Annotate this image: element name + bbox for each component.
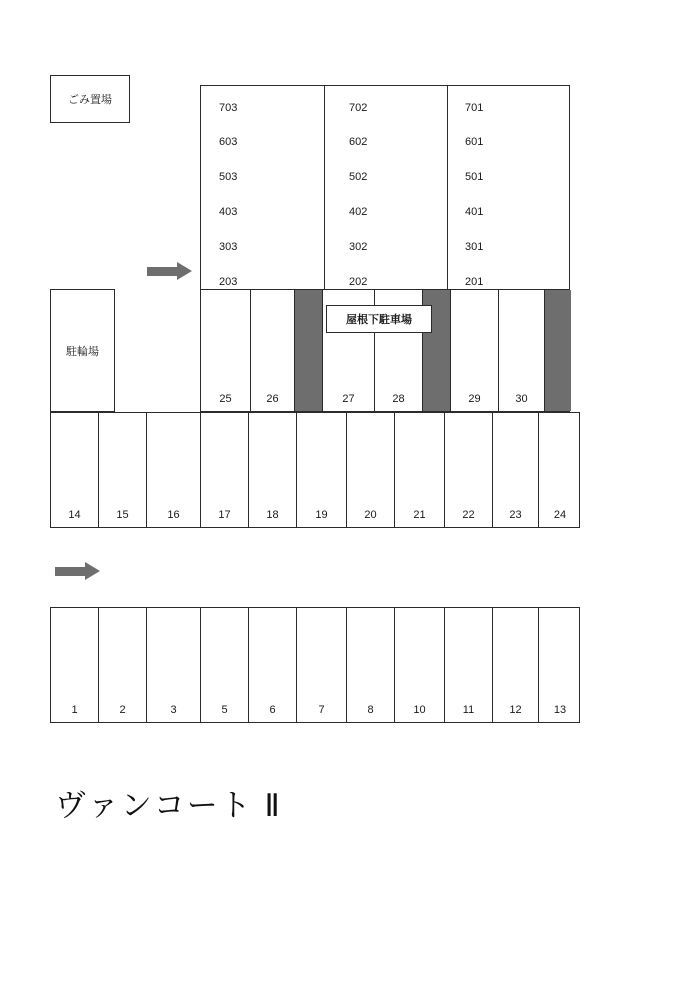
stall-number: 12 <box>509 704 522 716</box>
entry-arrow-upper-icon <box>147 262 194 280</box>
parking-stall[interactable] <box>347 608 395 722</box>
parking-stall[interactable] <box>201 413 249 527</box>
parking-stall[interactable] <box>297 608 347 722</box>
room-label: 303 <box>219 241 238 253</box>
parking-stall[interactable] <box>539 608 581 722</box>
stall-number: 13 <box>553 704 567 716</box>
stall-number: 1 <box>71 704 78 716</box>
parking-pillar <box>295 290 323 411</box>
stall-number: 18 <box>266 509 279 521</box>
stall-number: 16 <box>167 509 180 521</box>
room-label: 302 <box>349 241 368 253</box>
parking-stall[interactable] <box>493 413 539 527</box>
parking-stall[interactable] <box>147 608 201 722</box>
parking-stall[interactable] <box>147 413 201 527</box>
stall-number: 6 <box>269 704 276 716</box>
room-label: 202 <box>349 276 368 288</box>
stall-number: 20 <box>364 509 377 521</box>
parking-stall[interactable] <box>201 608 249 722</box>
parking-stall[interactable] <box>445 413 493 527</box>
stall-number: 29 <box>468 393 481 405</box>
bicycle-parking-label: 駐輪場 <box>66 345 99 358</box>
parking-stall[interactable] <box>251 290 295 411</box>
bicycle-parking-box <box>50 289 115 412</box>
building-divider-1 <box>324 86 325 289</box>
stall-number: 21 <box>413 509 426 521</box>
stall-number: 10 <box>413 704 426 716</box>
covered-parking-label: 屋根下駐車場 <box>326 305 432 333</box>
parking-stall[interactable] <box>51 413 99 527</box>
parking-stall[interactable] <box>249 413 297 527</box>
stall-number: 15 <box>116 509 129 521</box>
room-label: 501 <box>465 171 484 183</box>
room-label: 601 <box>465 136 484 148</box>
trash-area-box <box>50 75 130 123</box>
room-label: 602 <box>349 136 368 148</box>
room-label: 701 <box>465 102 484 114</box>
parking-stall[interactable] <box>201 290 251 411</box>
stall-number: 27 <box>342 393 355 405</box>
room-label: 403 <box>219 206 238 218</box>
covered-parking-block <box>200 289 570 412</box>
parking-stall[interactable] <box>99 608 147 722</box>
room-label: 201 <box>465 276 484 288</box>
parking-stall[interactable] <box>445 608 493 722</box>
stall-number: 17 <box>218 509 231 521</box>
stall-number: 7 <box>318 704 325 716</box>
building-divider-2 <box>447 86 448 289</box>
stall-number: 2 <box>119 704 126 716</box>
stall-number: 22 <box>462 509 475 521</box>
stall-number: 11 <box>462 704 475 716</box>
property-title: ヴァンコート Ⅱ <box>55 788 282 824</box>
trash-area-label: ごみ置場 <box>68 94 112 106</box>
parking-stall[interactable] <box>395 608 445 722</box>
parking-stall[interactable] <box>451 290 499 411</box>
room-label: 203 <box>219 276 238 288</box>
stall-number: 28 <box>392 393 405 405</box>
stall-number: 14 <box>68 509 81 521</box>
room-label: 301 <box>465 241 484 253</box>
stall-number: 23 <box>509 509 522 521</box>
parking-stall[interactable] <box>249 608 297 722</box>
stall-number: 5 <box>221 704 228 716</box>
parking-stall[interactable] <box>347 413 395 527</box>
stall-number: 19 <box>315 509 328 521</box>
stall-number: 26 <box>266 393 279 405</box>
parking-stall[interactable] <box>499 290 545 411</box>
room-label: 502 <box>349 171 368 183</box>
entry-arrow-lower-icon <box>55 562 102 580</box>
room-label: 702 <box>349 102 368 114</box>
room-label: 401 <box>465 206 484 218</box>
stall-number: 24 <box>553 509 567 521</box>
parking-stall[interactable] <box>493 608 539 722</box>
room-label: 603 <box>219 136 238 148</box>
stall-number: 30 <box>515 393 528 405</box>
room-label: 703 <box>219 102 238 114</box>
room-label: 503 <box>219 171 238 183</box>
parking-pillar <box>545 290 571 411</box>
room-label: 402 <box>349 206 368 218</box>
parking-stall[interactable] <box>99 413 147 527</box>
parking-row-middle <box>50 412 580 528</box>
parking-row-bottom <box>50 607 580 723</box>
parking-stall[interactable] <box>297 413 347 527</box>
stall-number: 8 <box>367 704 374 716</box>
parking-stall[interactable] <box>395 413 445 527</box>
stall-number: 3 <box>170 704 177 716</box>
building-block <box>200 85 570 290</box>
parking-stall[interactable] <box>51 608 99 722</box>
parking-stall[interactable] <box>539 413 581 527</box>
stall-number: 25 <box>219 393 232 405</box>
